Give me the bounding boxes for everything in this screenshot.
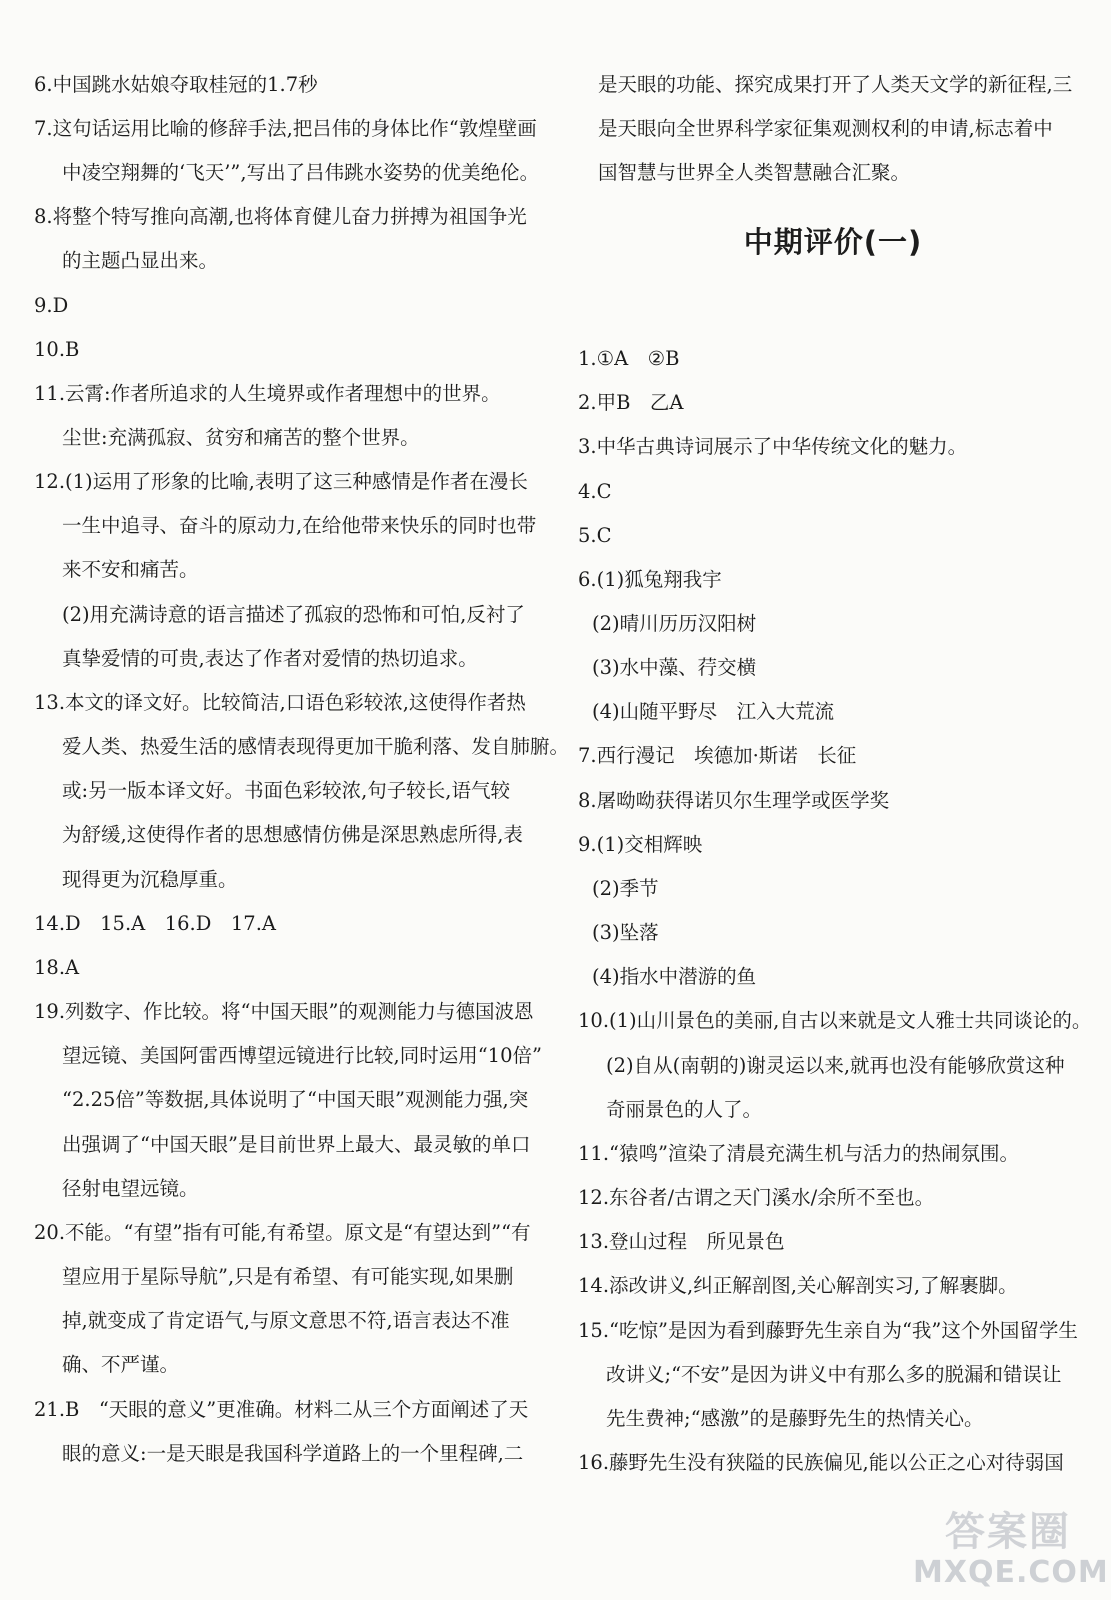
answer-line: 5.C	[578, 524, 612, 547]
answer-line: 13.本文的译文好。比较简洁,口语色彩较浓,这使得作者热	[34, 691, 526, 714]
answer-line: (2)晴川历历汉阳树	[592, 612, 757, 635]
answer-line: 15.“吃惊”是因为看到藤野先生亲自为“我”这个外国留学生	[578, 1319, 1078, 1342]
answer-line: 来不安和痛苦。	[62, 558, 199, 581]
answer-line: 或:另一版本译文好。书面色彩较浓,句子较长,语气较	[62, 779, 510, 802]
answer-line: 19.列数字、作比较。将“中国天眼”的观测能力与德国波恩	[34, 1000, 534, 1023]
answer-line: 的主题凸显出来。	[62, 249, 219, 272]
answer-line: 改讲义;“不安”是因为讲义中有那么多的脱漏和错误让	[606, 1363, 1062, 1386]
answer-line: 16.藤野先生没有狭隘的民族偏见,能以公正之心对待弱国	[578, 1451, 1064, 1474]
answer-line: 为舒缓,这使得作者的思想感情仿佛是深思熟虑所得,表	[62, 823, 523, 846]
answer-line: 眼的意义:一是天眼是我国科学道路上的一个里程碑,二	[62, 1442, 524, 1465]
watermark-url: MXQE.COM	[913, 1555, 1109, 1590]
answer-line: 11.“猿鸣”渲染了清晨充满生机与活力的热闹氛围。	[578, 1142, 1019, 1165]
answer-line: 先生费神;“感激”的是藤野先生的热情关心。	[606, 1407, 984, 1430]
answer-line: (2)自从(南朝的)谢灵运以来,就再也没有能够欣赏这种	[606, 1054, 1065, 1077]
answer-line: 14.添改讲义,纠正解剖图,关心解剖实习,了解裹脚。	[578, 1274, 1018, 1297]
answer-line: 是天眼向全世界科学家征集观测权利的申请,标志着中	[598, 117, 1053, 140]
answer-line: 10.B	[34, 338, 80, 361]
answer-line: 14.D 15.A 16.D 17.A	[34, 912, 276, 935]
answer-line: 4.C	[578, 480, 612, 503]
answer-line: 国智慧与世界全人类智慧融合汇聚。	[598, 161, 911, 184]
answer-line: 是天眼的功能、探究成果打开了人类天文学的新征程,三	[598, 73, 1073, 96]
answer-line: 12.(1)运用了形象的比喻,表明了这三种感情是作者在漫长	[34, 470, 528, 493]
answer-line: 3.中华古典诗词展示了中华传统文化的魅力。	[578, 435, 968, 458]
answer-line: 18.A	[34, 956, 80, 979]
answer-line: 确、不严谨。	[62, 1353, 180, 1376]
answer-line: 20.不能。“有望”指有可能,有希望。原文是“有望达到”“有	[34, 1221, 531, 1244]
answer-line: 望应用于星际导航”,只是有希望、有可能实现,如果删	[62, 1265, 514, 1288]
answer-line: 10.(1)山川景色的美丽,自古以来就是文人雅士共同谈论的。	[578, 1009, 1092, 1032]
answer-line: 11.云霄:作者所追求的人生境界或作者理想中的世界。	[34, 382, 501, 405]
answer-line: 径射电望远镜。	[62, 1177, 199, 1200]
answer-line: 12.东谷者/古谓之天门溪水/余所不至也。	[578, 1186, 935, 1209]
answer-line: (4)指水中潜游的鱼	[592, 965, 757, 988]
answer-line: 尘世:充满孤寂、贫穷和痛苦的整个世界。	[62, 426, 420, 449]
answer-line: 8.屠呦呦获得诺贝尔生理学或医学奖	[578, 789, 890, 812]
answer-line: 9.(1)交相辉映	[578, 833, 703, 856]
answer-line: 13.登山过程 所见景色	[578, 1230, 785, 1253]
answer-line: (2)用充满诗意的语言描述了孤寂的恐怖和可怕,反衬了	[62, 603, 525, 626]
answer-line: 6.中国跳水姑娘夺取桂冠的1.7秒	[34, 73, 318, 96]
answer-line: 1.①A ②B	[578, 347, 680, 370]
answer-line: 8.将整个特写推向高潮,也将体育健儿奋力拼搏为祖国争光	[34, 205, 527, 228]
answer-line: 望远镜、美国阿雷西博望远镜进行比较,同时运用“10倍”	[62, 1044, 542, 1067]
answer-line: (3)水中藻、荇交横	[592, 656, 757, 679]
watermark-logo: 答案圈	[945, 1509, 1071, 1555]
answer-line: 6.(1)狐兔翔我宇	[578, 568, 722, 591]
answer-line: “2.25倍”等数据,具体说明了“中国天眼”观测能力强,突	[62, 1088, 529, 1111]
answer-line: 爱人类、热爱生活的感情表现得更加干脆利落、发自肺腑。	[62, 735, 570, 758]
answer-line: 出强调了“中国天眼”是目前世界上最大、最灵敏的单口	[62, 1133, 531, 1156]
answer-line: 真挚爱情的可贵,表达了作者对爱情的热切追求。	[62, 647, 478, 670]
section-title: 中期评价(一)	[743, 225, 923, 259]
answer-line: 7.西行漫记 埃德加·斯诺 长征	[578, 744, 857, 767]
answer-line: 现得更为沉稳厚重。	[62, 868, 238, 891]
answer-line: 2.甲B 乙A	[578, 391, 684, 414]
answer-line: (4)山随平野尽 江入大荒流	[592, 700, 835, 723]
watermark	[913, 1508, 1109, 1594]
answer-line: 一生中追寻、奋斗的原动力,在给他带来快乐的同时也带	[62, 514, 537, 537]
answer-line: (3)坠落	[592, 921, 659, 944]
answer-line: (2)季节	[592, 877, 659, 900]
answer-line: 9.D	[34, 294, 69, 317]
answer-line: 中凌空翔舞的‘飞天’”,写出了吕伟跳水姿势的优美绝伦。	[62, 161, 540, 184]
answer-line: 7.这句话运用比喻的修辞手法,把吕伟的身体比作“敦煌壁画	[34, 117, 537, 140]
answer-line: 21.B “天眼的意义”更准确。材料二从三个方面阐述了天	[34, 1398, 529, 1421]
answer-line: 掉,就变成了肯定语气,与原文意思不符,语言表达不准	[62, 1309, 510, 1332]
answer-line: 奇丽景色的人了。	[606, 1098, 763, 1121]
